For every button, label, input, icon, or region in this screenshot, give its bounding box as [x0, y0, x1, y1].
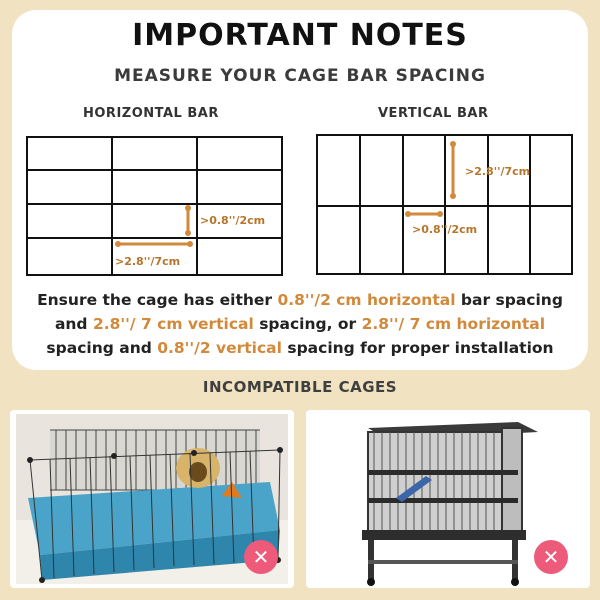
horizontal-width-label: >2.8''/7cm	[115, 255, 181, 268]
reject-mark: ✕	[534, 540, 568, 574]
vertical-bar-diagram	[316, 134, 574, 276]
instruction-highlight: 0.8''/2 vertical	[157, 339, 282, 357]
page-subtitle: MEASURE YOUR CAGE BAR SPACING	[114, 66, 486, 86]
width-measure-marker	[115, 241, 193, 247]
instruction-text: spacing for proper installation	[281, 339, 554, 357]
instruction-highlight: 2.8''/ 7 cm horizontal	[361, 315, 546, 333]
vertical-gap-marker	[405, 211, 443, 217]
instruction-highlight: 2.8''/ 7 cm vertical	[92, 315, 254, 333]
instruction-highlight: 0.8''/2 cm horizontal	[277, 291, 456, 309]
vertical-gap-label: >0.8''/2cm	[412, 223, 478, 236]
spacing-instructions	[20, 288, 580, 360]
reject-mark: ✕	[244, 540, 278, 574]
instruction-text: spacing, or	[253, 315, 362, 333]
height-measure-marker	[185, 205, 191, 236]
vertical-bar-label: VERTICAL BAR	[378, 106, 489, 121]
horizontal-gap-label: >0.8''/2cm	[200, 214, 266, 227]
vertical-height-marker	[450, 141, 456, 199]
instruction-text: Ensure the cage has either	[37, 291, 278, 309]
instruction-text: bar spacing and	[54, 291, 563, 333]
incompatible-tall-cage-card	[306, 410, 590, 588]
horizontal-bar-label: HORIZONTAL BAR	[83, 106, 219, 121]
incompatible-heading: INCOMPATIBLE CAGES	[202, 378, 398, 396]
instruction-text: spacing and	[46, 339, 158, 357]
vertical-height-label: >2.8''/7cm	[465, 165, 531, 178]
incompatible-playpen-card	[10, 410, 294, 588]
page-title: IMPORTANT NOTES	[132, 18, 468, 53]
